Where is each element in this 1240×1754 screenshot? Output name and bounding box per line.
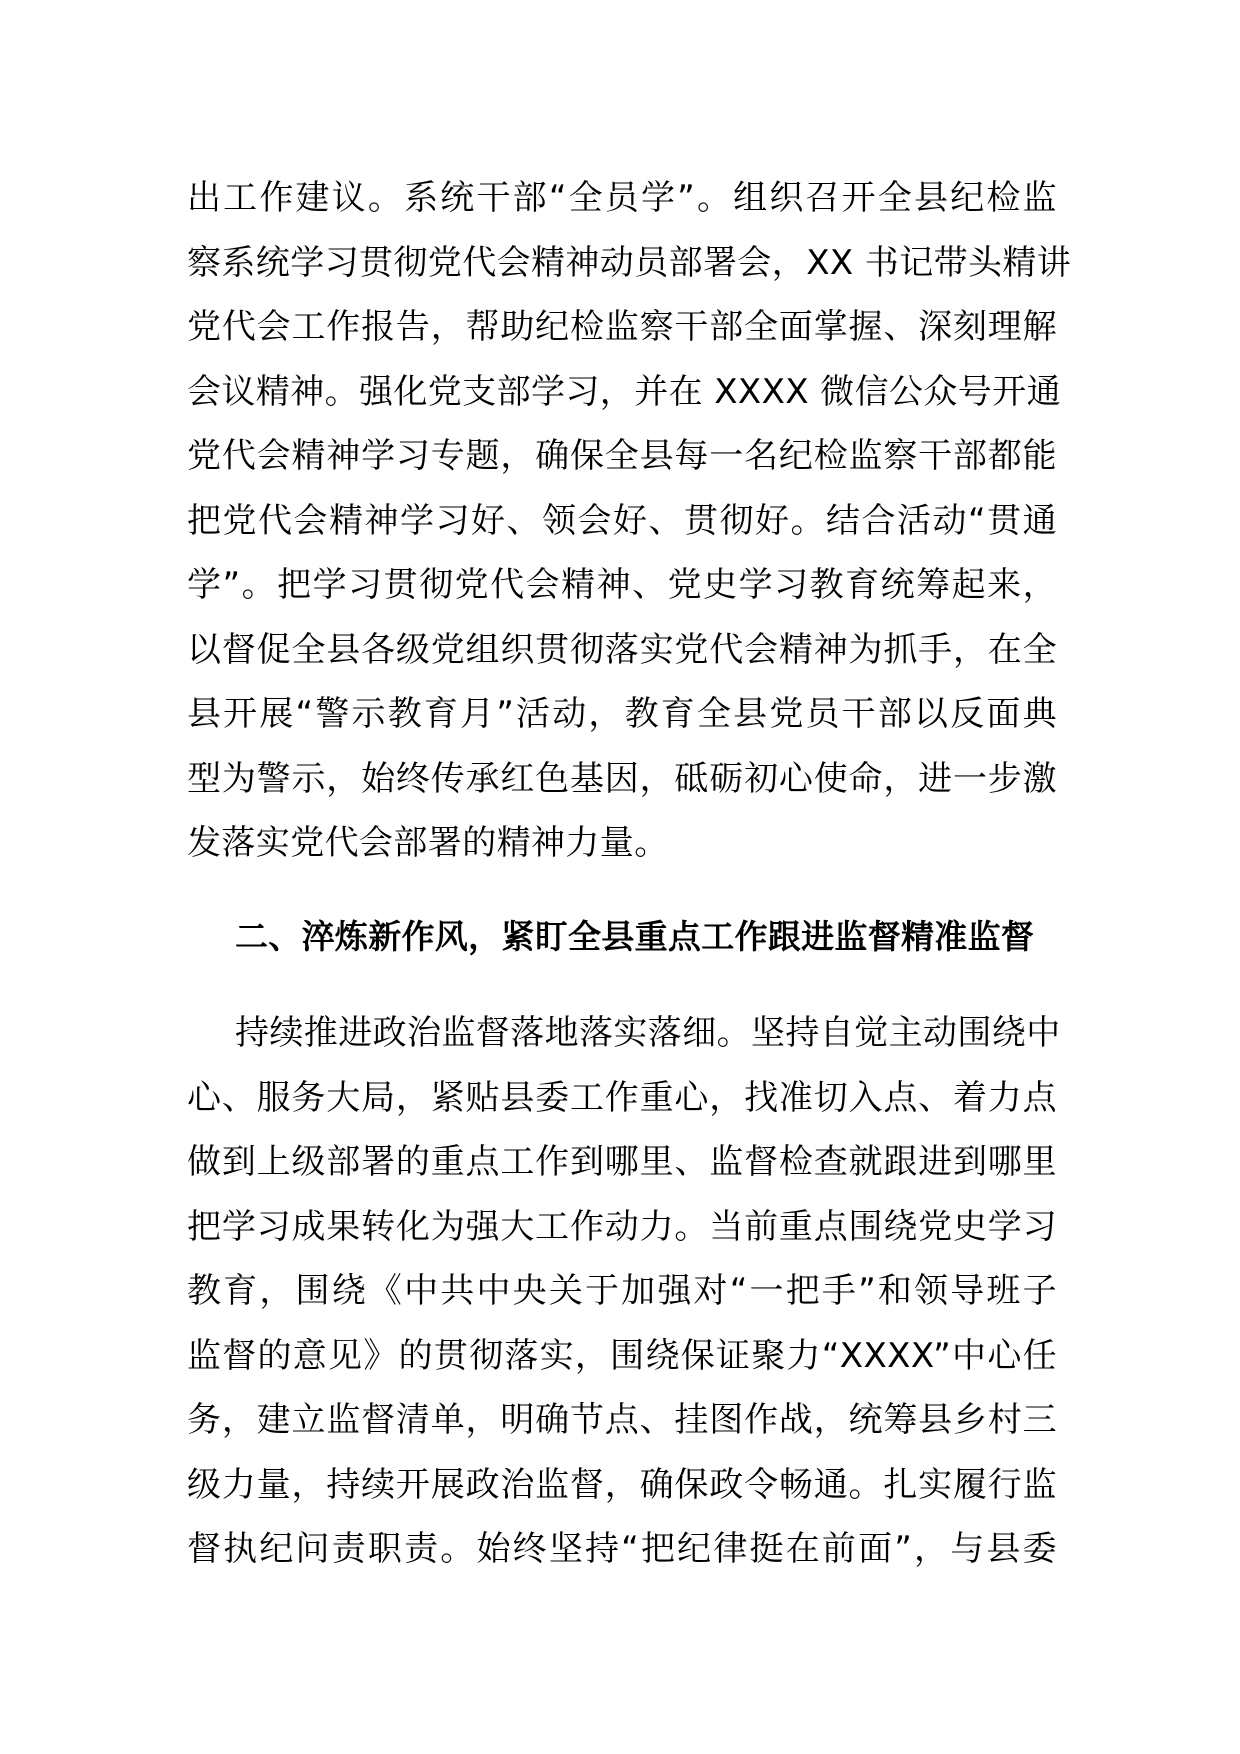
paragraph-line: 心、服务大局，紧贴县委工作重心，找准切入点、着力点 — [187, 1077, 1057, 1118]
body-paragraph-1 — [187, 166, 1072, 876]
paragraph-line: 察系统学习贯彻党代会精神动员部署会，XX 书记带头精讲 — [187, 242, 1072, 283]
paragraph-line: 做到上级部署的重点工作到哪里、监督检查就跟进到哪里 — [187, 1142, 1057, 1182]
body-paragraph-2 — [187, 1001, 1061, 1582]
paragraph-line: 以督促全县各级党组织贯彻落实党代会精神为抓手，在全 — [187, 629, 1057, 670]
paragraph-line: 发落实党代会部署的精神力量。 — [187, 823, 669, 863]
paragraph-line: 党代会精神学习专题，确保全县每一名纪检监察干部都能 — [187, 436, 1057, 476]
paragraph-line: 监督的意见》的贯彻落实，围绕保证聚力“XXXX”中心任 — [187, 1335, 1057, 1376]
paragraph-line: 县开展“警示教育月”活动，教育全县党员干部以反面典 — [187, 694, 1057, 734]
paragraph-line: 会议精神。强化党支部学习，并在 XXXX 微信公众号开通 — [187, 371, 1061, 412]
paragraph-line: 出工作建议。系统干部“全员学”。组织召开全县纪检监 — [187, 178, 1057, 218]
paragraph-line: 持续推进政治监督落地落实落细。坚持自觉主动围绕中 — [235, 1013, 1061, 1053]
section-heading: 二、淬炼新作风，紧盯全县重点工作跟进监督精准监督 — [235, 917, 1035, 956]
paragraph-line: 把学习成果转化为强大工作动力。当前重点围绕党史学习 — [187, 1206, 1057, 1247]
paragraph-line: 督执纪问责职责。始终坚持“把纪律挺在前面”，与县委 — [187, 1529, 1057, 1569]
paragraph-line: 务，建立监督清单，明确节点、挂图作战，统筹县乡村三 — [187, 1400, 1057, 1440]
paragraph-line: 学”。把学习贯彻党代会精神、党史学习教育统筹起来， — [187, 565, 1057, 605]
paragraph-line: 党代会工作报告，帮助纪检监察干部全面掌握、深刻理解 — [187, 307, 1057, 347]
paragraph-line: 教育，围绕《中共中央关于加强对“一把手”和领导班子 — [187, 1271, 1057, 1311]
paragraph-line: 型为警示，始终传承红色基因，砥砺初心使命，进一步激 — [187, 758, 1057, 799]
paragraph-line: 级力量，持续开展政治监督，确保政令畅通。扎实履行监 — [187, 1464, 1057, 1505]
paragraph-line: 把党代会精神学习好、领会好、贯彻好。结合活动“贯通 — [187, 500, 1057, 541]
